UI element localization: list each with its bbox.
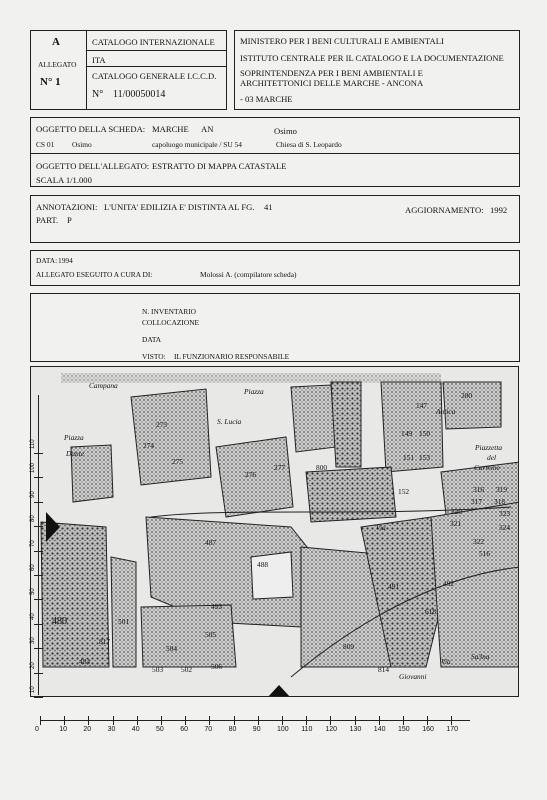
map-label-via-2: Via <box>441 657 451 666</box>
inventario-number: N. INVENTARIO <box>142 307 197 316</box>
parcel-503: 503 <box>152 665 164 674</box>
map-label-piazza-1: Piazza <box>244 387 264 396</box>
parcel-276: 276 <box>245 470 257 479</box>
parcel-149: 149 <box>401 429 413 438</box>
parcel-488: 488 <box>257 560 269 569</box>
parcel-505: 505 <box>205 630 217 639</box>
ruler-y-tick <box>34 599 43 600</box>
curator-value: Molossi A. (compilatore scheda) <box>200 270 297 279</box>
catalog-number-label: N° <box>92 89 104 100</box>
ruler-y-tick <box>34 502 43 503</box>
data-box <box>30 250 520 286</box>
ruler-y-label: 60 <box>30 564 36 571</box>
ministry-line-4: - 03 MARCHE <box>240 94 293 104</box>
ruler-x-tick <box>209 716 210 725</box>
parcel-152: 152 <box>398 487 410 496</box>
ruler-y-tick <box>34 453 43 454</box>
parcel-484: 484 <box>79 657 91 666</box>
ruler-x-tick <box>161 716 162 725</box>
parcel-277: 277 <box>274 463 286 472</box>
ruler-x-label: 90 <box>252 726 261 733</box>
ruler-x-label: 120 <box>325 726 338 733</box>
ruler-y-label: 100 <box>30 463 36 474</box>
ruler-x-label: 80 <box>228 726 237 733</box>
part-value: P <box>67 215 72 225</box>
allegato-label: ALLEGATO <box>38 60 77 69</box>
parcel-506: 506 <box>211 662 223 671</box>
ruler-x-label: 100 <box>277 726 289 733</box>
ruler-y-label: 80 <box>30 515 36 523</box>
parcel-147: 147 <box>416 401 428 410</box>
allegato-scala: SCALA 1/1.000 <box>36 175 92 185</box>
parcel-487: 487 <box>205 538 217 547</box>
ruler-x-tick <box>185 716 186 725</box>
map-label-santa-lucia: S. Lucia <box>217 417 242 426</box>
ruler-y-tick <box>34 697 43 698</box>
ruler-x-tick <box>282 716 283 725</box>
map-label-piazzetta: Piazzetta <box>475 443 503 452</box>
allegato-oggetto-value: ESTRATTO DI MAPPA CATASTALE <box>152 161 287 171</box>
allegato-number: N° 1 <box>40 76 61 88</box>
inventario-funzionario: IL FUNZIONARIO RESPONSABILE <box>174 352 290 361</box>
ruler-x-label: 70 <box>204 726 213 733</box>
parcel-317: 317 <box>471 497 483 506</box>
ruler-x-label: 50 <box>156 726 164 733</box>
ruler-x-label: 20 <box>83 726 92 733</box>
parcel-324: 324 <box>499 523 511 532</box>
ruler-x-tick <box>306 716 307 725</box>
ruler-x-tick <box>64 716 65 725</box>
ruler-x-label: 10 <box>59 726 67 733</box>
ministry-line-2: ISTITUTO CENTRALE PER IL CATALOGO E LA DOCUMENTAZIONE <box>240 53 504 63</box>
ruler-x-label: 150 <box>398 726 410 733</box>
ruler-y-label: 10 <box>30 686 36 693</box>
parcel-316: 316 <box>473 485 485 494</box>
parcel-323: 323 <box>499 509 511 518</box>
ruler-x-label: 60 <box>180 726 188 733</box>
ruler-y-label: 20 <box>30 661 36 669</box>
ruler-y-tick <box>34 477 43 478</box>
map-label-dante: Dante <box>66 449 85 458</box>
ruler-x-label: 160 <box>422 726 434 733</box>
ruler-x-label: 170 <box>446 726 459 733</box>
parcel-319: 319 <box>496 485 508 494</box>
ruler-x-label: 140 <box>373 726 386 733</box>
map-label-via-1: Via <box>376 523 386 532</box>
parcel-153: 153 <box>419 453 431 462</box>
aggiornamento-value: 1992 <box>490 205 508 215</box>
ministry-line-3a: SOPRINTENDENZA PER I BENI AMBIENTALI E <box>240 68 423 78</box>
ruler-x-label: 40 <box>131 726 140 733</box>
map-label-campana: Campana <box>89 381 118 390</box>
part-label: PART. <box>36 215 59 225</box>
data-label: DATA: <box>36 256 58 265</box>
parcel-492: 492 <box>443 579 455 588</box>
left-ruler-line <box>38 395 39 695</box>
parcel-274: 274 <box>143 441 155 450</box>
parcel-150: 150 <box>419 429 431 438</box>
ruler-x-label: 0 <box>35 726 39 733</box>
inventario-data: DATA <box>142 335 162 344</box>
oggetto-cs-comune: Osimo <box>72 140 92 149</box>
map-label-del: del <box>487 453 497 462</box>
ruler-y-label: 30 <box>30 637 36 645</box>
parcel-322: 322 <box>473 537 485 546</box>
parcel-480: 480 <box>52 616 67 627</box>
annotazioni-label: ANNOTAZIONI: <box>36 202 98 212</box>
ruler-x-label: 130 <box>349 726 362 733</box>
oggetto-region: MARCHE <box>152 124 189 134</box>
ministry-line-1: MINISTERO PER I BENI CULTURALI E AMBIENTALI <box>240 36 444 46</box>
ruler-x-label: 30 <box>107 726 116 733</box>
catalog-general: CATALOGO GENERALE I.C.C.D. <box>92 71 217 81</box>
annotazioni-fg: 41 <box>264 202 273 212</box>
parcel-501: 501 <box>118 617 130 626</box>
country-code: ITA <box>92 55 106 65</box>
header-id-divider <box>86 30 87 110</box>
ruler-x-tick <box>234 716 235 725</box>
data-value: 1994 <box>58 256 73 265</box>
oggetto-capoluogo: capoluogo municipale / SU 54 <box>152 140 242 149</box>
map-label-street: Sa3na <box>471 652 490 661</box>
map-label-piazza-2: Piazza <box>64 433 84 442</box>
bottom-ruler-line <box>40 720 470 721</box>
ruler-y-label: 70 <box>30 539 36 547</box>
ruler-x-tick <box>258 716 259 725</box>
parcel-504: 504 <box>166 644 178 653</box>
parcel-493: 493 <box>211 602 223 611</box>
parcel-491: 491 <box>388 582 400 591</box>
parcel-280: 280 <box>461 391 473 400</box>
oggetto-label: OGGETTO DELLA SCHEDA: <box>36 124 146 134</box>
parcel-809: 809 <box>343 642 355 651</box>
parcel-800: 800 <box>316 463 328 472</box>
curator-label: ALLEGATO ESEGUITO A CURA DI: <box>36 270 153 279</box>
ruler-y-tick <box>34 624 43 625</box>
ruler-x-tick <box>40 716 41 725</box>
oggetto-divider <box>30 153 520 154</box>
annotazioni-value: L'UNITA' EDILIZIA E' DISTINTA AL FG. <box>104 202 255 212</box>
oggetto-province: AN <box>201 124 214 134</box>
allegato-letter: A <box>52 36 60 48</box>
ruler-x-tick <box>403 716 404 725</box>
ruler-x-tick <box>88 716 89 725</box>
ruler-y-label: 110 <box>30 439 36 449</box>
parcel-320: 320 <box>451 507 463 516</box>
parcel-817: 817 <box>99 637 111 646</box>
ruler-x-tick <box>451 716 452 725</box>
parcel-318: 318 <box>494 497 506 506</box>
parcel-321: 321 <box>450 519 462 528</box>
ruler-x-tick <box>113 716 114 725</box>
catalog-number: 11/00050014 <box>113 89 166 100</box>
ruler-x-tick <box>355 716 356 725</box>
ruler-x-tick <box>379 716 380 725</box>
inventario-visto: VISTO: <box>142 352 166 361</box>
map-label-antica: Antica <box>436 407 456 416</box>
ruler-x-tick <box>330 716 331 725</box>
ruler-y-tick <box>34 575 43 576</box>
allegato-oggetto-label: OGGETTO DELL'ALLEGATO: <box>36 161 150 171</box>
ruler-x-tick <box>427 716 428 725</box>
ruler-y-label: 40 <box>30 613 36 620</box>
map-label-carmine: Carmine <box>474 463 500 472</box>
map-label-giovanni: Giovanni <box>399 672 427 681</box>
ruler-x-tick <box>137 716 138 725</box>
parcel-273: 273 <box>156 420 168 429</box>
parcel-618: 618 <box>425 607 437 616</box>
catalog-international: CATALOGO INTERNAZIONALE <box>92 37 215 47</box>
oggetto-comune: Osimo <box>274 126 297 136</box>
cadastral-map <box>30 366 519 697</box>
ministry-line-3b: ARCHITETTONICI DELLE MARCHE - ANCONA <box>240 78 424 88</box>
inventario-collocazione: COLLOCAZIONE <box>142 318 200 327</box>
ruler-y-label: 50 <box>30 588 36 596</box>
ruler-y-tick <box>34 551 43 552</box>
header-id-rule-2 <box>86 66 227 67</box>
ruler-x-label: 110 <box>301 726 313 733</box>
ruler-y-tick <box>34 526 43 527</box>
header-id-rule <box>86 50 227 51</box>
ruler-y-tick <box>34 648 43 649</box>
parcel-151: 151 <box>403 453 415 462</box>
parcel-275: 275 <box>172 457 184 466</box>
ruler-y-tick <box>34 673 43 674</box>
parcel-502: 502 <box>181 665 193 674</box>
aggiornamento-label: AGGIORNAMENTO: <box>405 205 484 215</box>
parcel-814: 814 <box>378 665 390 674</box>
oggetto-cs: CS 01 <box>36 140 55 149</box>
oggetto-chiesa: Chiesa di S. Leopardo <box>276 140 342 149</box>
ruler-y-label: 90 <box>30 491 36 498</box>
left-pointer-marker <box>46 512 60 542</box>
parcel-516: 516 <box>479 549 491 558</box>
